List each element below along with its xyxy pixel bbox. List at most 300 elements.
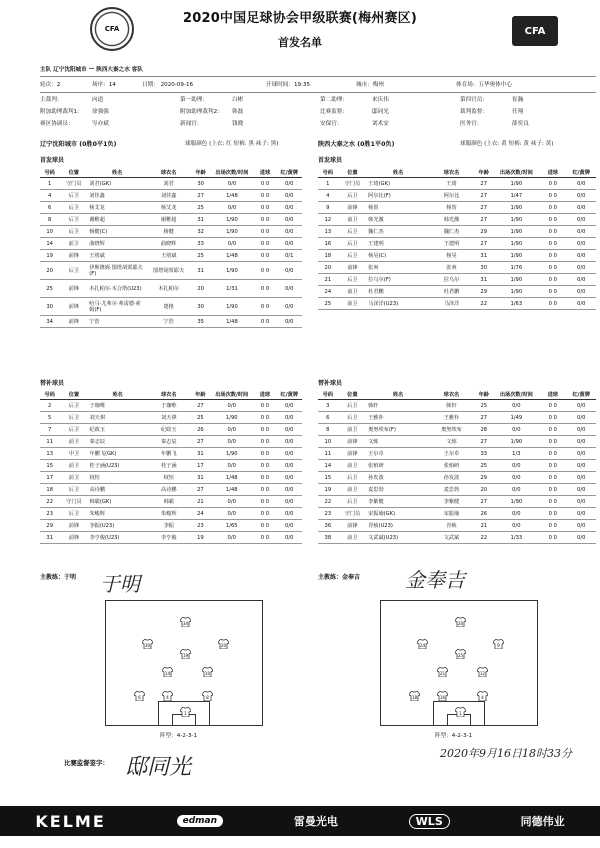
table-cell: 0/0	[276, 472, 302, 484]
table-cell: 0/0	[566, 484, 596, 496]
table-row	[40, 226, 302, 238]
table-cell: 0/0	[276, 460, 302, 472]
table-cell: 马泽洋	[429, 298, 474, 310]
table-cell: 1/90	[210, 412, 253, 424]
table-cell: 0 0	[539, 448, 566, 460]
official-name: 邸同光	[372, 109, 389, 115]
table-cell: 0/0	[276, 412, 302, 424]
player-shirt-icon	[202, 667, 213, 677]
official-role: 比赛监督：	[320, 109, 348, 115]
official-field	[320, 95, 389, 103]
svg-text:20: 20	[220, 643, 227, 648]
sponsor-lehman: 雷曼光电	[293, 815, 338, 828]
table-cell: 25	[474, 460, 494, 472]
table-cell: 张栢研	[429, 460, 474, 472]
table-cell: 0 0	[539, 238, 566, 250]
table-cell: 27	[474, 214, 494, 226]
table-cell: 27	[474, 178, 494, 190]
club-logo-left: CFA	[90, 7, 134, 51]
table-cell: 韩轩	[367, 400, 429, 412]
table-row	[318, 214, 596, 226]
svg-text:19: 19	[182, 653, 189, 658]
table-cell: 1/65	[210, 520, 253, 532]
table-cell: 李紫健	[367, 496, 429, 508]
table-cell: 王尔卓	[429, 448, 474, 460]
column-header: 球衣名	[146, 168, 191, 178]
table-cell: 0 0	[539, 400, 566, 412]
table-cell: 15	[40, 460, 59, 472]
table-cell: 31	[474, 274, 494, 286]
table-cell: 0/0	[494, 400, 540, 412]
table-cell: 前卫	[338, 484, 367, 496]
table-cell: 0 0	[254, 238, 277, 250]
table-cell: 曲晓辉	[146, 238, 191, 250]
column-header: 位置	[338, 168, 367, 178]
table-cell: 0/0	[210, 508, 253, 520]
table-cell: 8	[318, 424, 338, 436]
player-shirt-icon	[493, 639, 504, 649]
table-cell: 0/0	[566, 448, 596, 460]
table-cell: 1/48	[210, 190, 253, 202]
column-header: 球衣名	[429, 390, 474, 400]
column-header: 球衣名	[429, 168, 474, 178]
table-row	[40, 214, 302, 226]
official-role: 新闻官：	[180, 121, 203, 127]
away-kit-colors: 球服颜色 (上衣: 黄 短裤: 黄 袜子: 黄)	[460, 141, 554, 147]
table-cell: 曲晓辉	[88, 238, 146, 250]
table-cell: 1/90	[494, 238, 540, 250]
official-field	[40, 119, 109, 127]
table-cell: 0 0	[539, 190, 566, 202]
table-cell: 后卫	[59, 484, 88, 496]
table-cell: 0/0	[276, 436, 302, 448]
table-row	[40, 472, 302, 484]
table-cell: 韩轩	[429, 400, 474, 412]
table-cell: 0/0	[277, 214, 302, 226]
table-cell: 27	[474, 190, 494, 202]
table-cell: 30	[191, 298, 210, 316]
table-cell: 25	[191, 202, 210, 214]
column-header: 姓名	[367, 168, 429, 178]
official-role: 第一助理：	[180, 97, 208, 103]
table-cell: 哈马·尤弗尔·弗雷德·索姆(F)	[88, 298, 146, 316]
column-header: 姓名	[88, 390, 146, 400]
table-cell: 0 0	[539, 286, 566, 298]
table-cell: 5	[40, 412, 59, 424]
sponsor-tongde: 同德伟业	[520, 815, 565, 828]
table-cell: 12	[318, 214, 338, 226]
column-header: 进球	[539, 168, 566, 178]
table-cell: 前锋	[338, 520, 367, 532]
table-cell: 21	[474, 520, 494, 532]
divider	[40, 76, 596, 77]
table-cell: 10	[318, 436, 338, 448]
table-cell: 0/0	[566, 286, 596, 298]
away-coach-signature: 金奉吉	[405, 568, 465, 592]
table-cell: 胥桢	[429, 520, 474, 532]
table-cell: 25	[191, 250, 210, 262]
table-cell: 后卫	[59, 508, 88, 520]
table-cell: 0 0	[539, 214, 566, 226]
table-cell: 0/0	[566, 238, 596, 250]
table-cell: 27	[474, 436, 494, 448]
svg-text:20: 20	[457, 621, 464, 626]
table-cell: 0/0	[210, 532, 253, 544]
table-cell: 0 0	[254, 262, 277, 280]
table-cell: 0/0	[277, 190, 302, 202]
table-cell: 0 0	[539, 460, 566, 472]
player-shirt-icon	[180, 707, 191, 717]
table-cell: 前锋	[338, 262, 367, 274]
table-cell: 后卫	[59, 202, 88, 214]
kickoff-time: 开球时间：19:35	[266, 82, 311, 88]
table-cell: 于珈唯	[88, 400, 146, 412]
table-cell: 0/0	[276, 424, 302, 436]
table-cell: 0 0	[253, 520, 276, 532]
table-cell: 朱峻辉	[147, 508, 191, 520]
svg-text:10: 10	[204, 671, 211, 676]
table-cell: 19	[40, 250, 59, 262]
table-row	[40, 412, 302, 424]
table-cell: 1/48	[210, 472, 253, 484]
away-starters-label: 首发球员	[318, 157, 343, 164]
table-cell: 1/90	[494, 178, 540, 190]
table-cell: 19	[191, 532, 210, 544]
table-cell: 0 0	[253, 508, 276, 520]
column-header: 出场次数/时间	[494, 390, 540, 400]
official-name: 钱晓	[232, 121, 244, 127]
table-cell: 22	[474, 532, 494, 544]
table-row	[40, 202, 302, 214]
table-cell: 阿尔比(F)	[367, 190, 429, 202]
table-cell: 0/0	[210, 400, 253, 412]
table-cell: 31	[40, 532, 59, 544]
home-coach: 主教练：于明	[40, 574, 77, 581]
table-header-row	[40, 390, 302, 400]
table-cell: 20	[191, 280, 210, 298]
table-cell: 0 0	[254, 202, 277, 214]
table-cell: 0/0	[566, 400, 596, 412]
table-row	[318, 484, 596, 496]
table-cell: 杜君鹏	[429, 286, 474, 298]
table-cell: 守门员	[338, 178, 367, 190]
table-cell: 29	[474, 286, 494, 298]
table-cell: 1/48	[210, 316, 253, 328]
table-cell: 29	[474, 472, 494, 484]
table-cell: 前锋	[338, 202, 367, 214]
table-cell: 0 0	[254, 250, 277, 262]
table-cell: 19	[318, 484, 338, 496]
table-cell: 1/90	[494, 436, 540, 448]
table-cell: 27	[191, 400, 210, 412]
table-cell: 2	[40, 400, 59, 412]
table-cell: 0 0	[253, 448, 276, 460]
table-cell: 27	[474, 202, 494, 214]
table-row	[40, 238, 302, 250]
official-name: 薛奕良	[512, 121, 529, 127]
table-cell: 0 0	[539, 226, 566, 238]
table-row	[318, 298, 596, 310]
table-cell: 后卫	[338, 250, 367, 262]
table-cell: 朱峻辉	[88, 508, 146, 520]
table-cell: 宁浩	[146, 316, 191, 328]
svg-text:12: 12	[479, 671, 486, 676]
table-cell: 27	[474, 238, 494, 250]
table-cell: 中卫	[59, 448, 88, 460]
table-cell: 杨艾龙	[146, 202, 191, 214]
table-cell: 守门员	[59, 178, 88, 190]
table-cell: 阿尔比	[429, 190, 474, 202]
player-shirt-icon	[162, 667, 173, 677]
column-header: 红/黄牌	[566, 168, 596, 178]
table-cell: 22	[318, 496, 338, 508]
table-cell: 0 0	[539, 472, 566, 484]
table-cell: 王琦	[429, 178, 474, 190]
official-role: 附加助理裁判1：	[40, 109, 83, 115]
table-cell: 文武斌(U23)	[367, 532, 429, 544]
table-row	[40, 262, 302, 280]
home-kit-colors: 球服颜色 (上衣: 红 短裤: 黑 袜子: 黑)	[185, 141, 279, 147]
table-cell: 33	[474, 448, 494, 460]
table-cell: 0/0	[210, 496, 253, 508]
table-cell: 1/31	[210, 280, 253, 298]
table-cell: 纪政玉	[147, 424, 191, 436]
table-cell: 前锋	[338, 448, 367, 460]
table-cell: 0 0	[539, 424, 566, 436]
table-cell: 秦志辰	[147, 436, 191, 448]
table-cell: 25	[318, 298, 338, 310]
table-cell: 后卫	[338, 472, 367, 484]
table-row	[318, 178, 596, 190]
table-cell: 13	[40, 448, 59, 460]
table-cell: 0 0	[253, 484, 276, 496]
table-cell: 0/0	[494, 472, 540, 484]
table-cell: 后卫	[338, 226, 367, 238]
player-shirt-icon	[455, 617, 466, 627]
table-cell: 李亨俊(U23)	[88, 532, 146, 544]
table-cell: 31	[191, 448, 210, 460]
home-formation-pitch	[105, 600, 263, 726]
table-cell: 0 0	[539, 274, 566, 286]
table-cell: 0/0	[210, 436, 253, 448]
table-cell: 0/0	[494, 520, 540, 532]
table-cell: 王雅朴	[367, 412, 429, 424]
table-cell: 1/90	[210, 214, 253, 226]
official-role: 主裁判：	[40, 97, 63, 103]
table-cell: 权恒	[147, 472, 191, 484]
table-cell: 1/48	[210, 484, 253, 496]
official-field	[40, 107, 109, 115]
away-subs-label: 替补球员	[318, 380, 343, 387]
column-header: 姓名	[367, 390, 429, 400]
table-cell: 36	[318, 520, 338, 532]
table-cell: 1/90	[210, 298, 253, 316]
table-cell: 18	[318, 250, 338, 262]
table-cell: 0/0	[566, 298, 596, 310]
table-cell: 李亨俊	[147, 532, 191, 544]
official-name: 岑亦斌	[92, 121, 109, 127]
table-row	[318, 238, 596, 250]
table-cell: 桂子涵(U23)	[88, 460, 146, 472]
table-row	[318, 226, 596, 238]
column-header: 进球	[254, 168, 277, 178]
column-header: 红/黄牌	[277, 168, 302, 178]
away-starters-table	[318, 168, 596, 310]
table-cell: 孙发波	[429, 472, 474, 484]
table-cell: 前卫	[59, 460, 88, 472]
table-cell: 宁浩	[88, 316, 146, 328]
home-label: 主队	[40, 67, 52, 73]
svg-text:6: 6	[138, 695, 141, 700]
table-cell: 后卫	[338, 274, 367, 286]
home-subs-table	[40, 390, 302, 544]
player-shirt-icon	[455, 707, 466, 717]
match-teams-row	[40, 65, 596, 73]
table-cell: 0/0	[566, 436, 596, 448]
table-row	[318, 250, 596, 262]
table-cell: 22	[40, 496, 59, 508]
table-cell: 17	[40, 472, 59, 484]
table-cell: 21	[318, 274, 338, 286]
table-cell: 0/0	[566, 202, 596, 214]
table-cell: 前锋	[59, 316, 88, 328]
official-role: 赛区协调员：	[40, 121, 74, 127]
official-name: 向道	[92, 97, 104, 103]
table-cell: 1/47	[494, 190, 540, 202]
table-cell: 29	[40, 520, 59, 532]
table-cell: 图塔胡贾耶夫	[146, 262, 191, 280]
table-cell: 0/0	[277, 280, 302, 298]
table-row	[318, 460, 596, 472]
table-cell: 28	[474, 424, 494, 436]
table-cell: 11	[40, 436, 59, 448]
official-field	[40, 95, 103, 103]
column-header: 出场次数/时间	[494, 168, 540, 178]
table-cell: 前卫	[338, 424, 367, 436]
official-field	[180, 119, 243, 127]
table-row	[40, 280, 302, 298]
column-header: 红/黄牌	[276, 390, 302, 400]
column-header: 年龄	[191, 390, 210, 400]
table-cell: 前卫	[338, 460, 367, 472]
table-row	[40, 424, 302, 436]
table-cell: 李紫健	[429, 496, 474, 508]
sponsor-bar	[0, 806, 600, 836]
table-cell: 0/0	[210, 202, 253, 214]
table-cell: 25	[191, 412, 210, 424]
table-cell: 前锋	[338, 436, 367, 448]
table-cell: 0/0	[566, 412, 596, 424]
table-cell: 0 0	[539, 202, 566, 214]
venue: 体育场：五华奥体中心	[456, 82, 512, 88]
table-cell: 奥努埃布(F)	[367, 424, 429, 436]
official-field	[460, 107, 523, 115]
official-name: 韩磊	[232, 109, 244, 115]
table-cell: 后卫	[59, 412, 88, 424]
player-shirt-icon	[180, 617, 191, 627]
table-cell: 木扎帕尔·木合塔(U23)	[88, 280, 146, 298]
table-cell: 0 0	[539, 412, 566, 424]
table-cell: 17	[191, 460, 210, 472]
table-cell: 27	[191, 436, 210, 448]
table-cell: 7	[40, 424, 59, 436]
table-row	[40, 316, 302, 328]
table-cell: 0 0	[253, 424, 276, 436]
supervisor-signature: 邸同光	[125, 755, 192, 780]
home-coach-signature: 于明	[100, 572, 140, 596]
table-cell: 0/0	[276, 496, 302, 508]
table-cell: 0/0	[276, 520, 302, 532]
table-row	[40, 178, 302, 190]
table-cell: 后卫	[338, 400, 367, 412]
table-cell: 8	[40, 214, 59, 226]
table-cell: 23	[318, 508, 338, 520]
away-subs-table	[318, 390, 596, 544]
table-cell: 0 0	[253, 460, 276, 472]
table-cell: 0 0	[539, 436, 566, 448]
table-cell: 刘佳鑫	[88, 190, 146, 202]
player-shirt-icon	[455, 649, 466, 659]
official-field	[460, 119, 529, 127]
svg-text:30: 30	[144, 643, 151, 648]
table-cell: 30	[40, 298, 59, 316]
column-header: 出场次数/时间	[210, 168, 253, 178]
table-cell: 1/3	[494, 448, 540, 460]
player-shirt-icon	[417, 639, 428, 649]
table-cell: 0/0	[276, 400, 302, 412]
table-cell: 王建明	[367, 238, 429, 250]
table-cell: 4	[318, 190, 338, 202]
table-cell: 杨艾龙	[88, 202, 146, 214]
official-field	[180, 95, 243, 103]
table-cell: 30	[474, 262, 494, 274]
away-team-title: 陕西大秦之水 (0胜1平0负)	[318, 141, 395, 148]
supervisor-sign-label: 比赛监督签字：	[64, 759, 109, 767]
official-name: 白彬	[232, 97, 244, 103]
table-row	[318, 448, 596, 460]
table-cell: 1/90	[494, 496, 540, 508]
table-row	[40, 400, 302, 412]
table-cell: 马泽洋(U23)	[367, 298, 429, 310]
table-cell: 31	[191, 472, 210, 484]
player-shirt-icon	[409, 691, 420, 701]
table-cell: 27	[191, 190, 210, 202]
table-cell: 0/0	[566, 424, 596, 436]
table-cell: 13	[318, 226, 338, 238]
table-row	[40, 448, 302, 460]
table-cell: 0/0	[210, 238, 253, 250]
table-cell: 0 0	[539, 298, 566, 310]
table-row	[318, 274, 596, 286]
table-cell: 后卫	[338, 238, 367, 250]
table-cell: 0 0	[254, 316, 277, 328]
table-cell: 0/0	[276, 508, 302, 520]
table-cell: 文炼	[367, 436, 429, 448]
table-cell: 0/0	[277, 178, 302, 190]
table-cell: 0 0	[254, 298, 277, 316]
table-cell: 0 0	[539, 484, 566, 496]
table-cell: 0/0	[277, 226, 302, 238]
dash: —	[88, 66, 95, 72]
table-cell: 0 0	[254, 190, 277, 202]
table-cell: 于珈唯	[147, 400, 191, 412]
table-cell: 0 0	[539, 508, 566, 520]
table-cell: 0/0	[566, 472, 596, 484]
away-formation-pitch	[380, 600, 538, 726]
table-cell: 奥努埃布	[429, 424, 474, 436]
match-info-row	[40, 80, 596, 88]
table-cell: 26	[191, 424, 210, 436]
